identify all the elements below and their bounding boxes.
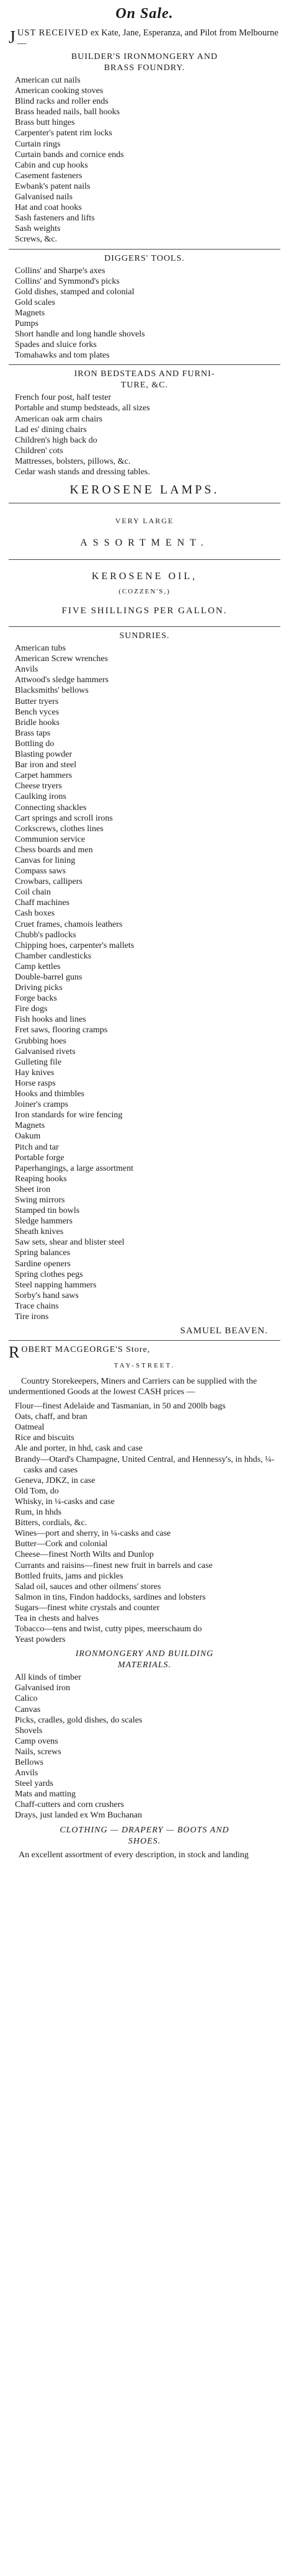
list-item: Calico: [15, 1694, 38, 1704]
list-item: Cash boxes: [15, 909, 55, 919]
list-item: Children' cots: [15, 446, 63, 456]
list-item: Ewbank's patent nails: [15, 181, 91, 191]
list-item: Chaff-cutters and corn crushers: [15, 1800, 124, 1810]
list-item: Blasting powder: [15, 750, 73, 760]
list-item: Trace chains: [15, 1301, 59, 1311]
list-item: Curtain rings: [15, 139, 61, 149]
list-item: Driving picks: [15, 983, 63, 993]
list-item: Oatmeal: [15, 1423, 45, 1433]
list-item: Sash fasteners and lifts: [15, 214, 95, 223]
divider: [9, 559, 280, 560]
builders-list: [9, 75, 280, 245]
list-item: Cart springs and scroll irons: [15, 813, 113, 823]
list-item: Camp kettles: [15, 961, 61, 971]
drop-cap: J: [9, 28, 16, 47]
assortment-label: ASSORTMENT.: [80, 538, 209, 549]
list-item: Spring clothes pegs: [15, 1269, 83, 1279]
list-item: Short handle and long handle shovels: [15, 330, 145, 340]
diggers-heading: DIGGERS' TOOLS.: [104, 253, 185, 263]
list-item: Double-barrel guns: [15, 973, 82, 982]
list-item: Grubbing hoes: [15, 1036, 66, 1046]
list-item: Cabin and cup hooks: [15, 160, 88, 170]
list-item: Salad oil, sauces and other oilmens' stores: [15, 1582, 161, 1592]
sundries-list: [9, 643, 280, 1322]
list-item: Bottled fruits, jams and pickles: [15, 1571, 123, 1581]
list-item: Currants and raisins—finest new fruit in barrels and case: [15, 1560, 213, 1570]
page-title: On Sale.: [115, 6, 174, 22]
list-item: Communion service: [15, 834, 86, 844]
list-item: Drays, just landed ex Wm Buchanan: [15, 1811, 143, 1821]
list-item: Saw sets, shear and blister steel: [15, 1238, 125, 1248]
macgeorge-intro: Country Storekeepers, Miners and Carriers can be supplied with the undermentioned Goods at the lowest CASH prices —: [9, 1377, 257, 1397]
list-item: American cooking stoves: [15, 86, 104, 96]
list-item: Sheet iron: [15, 1184, 51, 1194]
list-item: Old Tom, do: [15, 1486, 59, 1496]
list-item: All kinds of timber: [15, 1673, 81, 1683]
clothing-paragraph: An excellent assortment of every description, in stock and landing: [19, 1850, 249, 1860]
list-item: Sardine openers: [15, 1259, 71, 1269]
list-item: Stamped tin bowls: [15, 1206, 80, 1216]
bedsteads-heading: IRON BEDSTEADS AND FURNI- TURE, &C.: [74, 369, 215, 390]
list-item: Lad es' dining chairs: [15, 425, 87, 435]
divider: [9, 249, 280, 250]
kerosene-oil-heading: KEROSENE OIL,: [91, 571, 198, 582]
list-item: Sorby's hand saws: [15, 1290, 79, 1300]
list-item: Fret saws, flooring cramps: [15, 1025, 108, 1035]
list-item: Cedar wash stands and dressing tables.: [15, 467, 150, 477]
list-item: Portable and stump bedsteads, all sizes: [15, 403, 150, 413]
divider: [9, 364, 280, 365]
list-item: Mats and matting: [15, 1790, 76, 1799]
clothing-heading: CLOTHING — DRAPERY — BOOTS AND SHOES.: [60, 1825, 229, 1846]
street-label: TAY-STREET.: [113, 1362, 176, 1370]
list-item: Magnets: [15, 308, 45, 318]
list-item: Bridle hooks: [15, 718, 60, 727]
list-item: Gold scales: [15, 297, 55, 307]
list-item: Swing mirrors: [15, 1195, 65, 1205]
list-item: Pitch and tar: [15, 1142, 59, 1152]
list-item: Bench vyces: [15, 707, 60, 717]
list-item: Tire irons: [15, 1312, 49, 1322]
list-item: Galvanised rivets: [15, 1047, 76, 1056]
list-item: Hat and coat hooks: [15, 203, 82, 213]
list-item: Ale and porter, in hhd, cask and case: [15, 1444, 143, 1454]
price-line: FIVE SHILLINGS PER GALLON.: [61, 606, 228, 616]
list-item: Brass butt hinges: [15, 118, 75, 128]
list-item: Sledge hammers: [15, 1217, 73, 1227]
list-item: Picks, cradles, gold dishes, do scales: [15, 1715, 143, 1725]
list-item: Gold dishes, stamped and colonial: [15, 287, 135, 297]
list-item: Steel yards: [15, 1779, 53, 1789]
list-item: Children's high back do: [15, 435, 97, 445]
list-item: Fire dogs: [15, 1004, 48, 1014]
list-item: Chaff machines: [15, 898, 69, 908]
cozzens-label: (COZZEN'S,): [118, 588, 171, 596]
list-item: Corkscrews, clothes lines: [15, 824, 104, 834]
list-item: Bar iron and steel: [15, 760, 77, 770]
list-item: Fish hooks and lines: [15, 1015, 86, 1025]
list-item: American Screw wrenches: [15, 654, 109, 664]
list-item: Brass taps: [15, 728, 51, 738]
list-item: Screws, &c.: [15, 235, 58, 245]
list-item: Bottling do: [15, 739, 55, 749]
macgeorge-list: [9, 1401, 280, 1645]
list-item: Cheese—finest North Wilts and Dunlop: [15, 1550, 154, 1560]
list-item: Forge backs: [15, 994, 57, 1004]
list-item: American tubs: [15, 644, 66, 654]
list-item: Butter tryers: [15, 696, 59, 706]
list-item: Sugars—finest white crystals and counter: [15, 1603, 160, 1613]
list-item: Geneva, JDKZ, in case: [15, 1475, 96, 1485]
list-item: Galvanised nails: [15, 192, 73, 202]
list-item: Steel napping hammers: [15, 1280, 97, 1290]
list-item: Canvas: [15, 1705, 41, 1714]
list-item: Galvanised iron: [15, 1683, 71, 1693]
list-item: Cruet frames, chamois leathers: [15, 919, 123, 929]
list-item: Magnets: [15, 1121, 45, 1131]
list-item: Spring balances: [15, 1248, 71, 1258]
list-item: Chipping hoes, carpenter's mallets: [15, 940, 135, 950]
list-item: Hay knives: [15, 1068, 55, 1078]
list-item: Blind racks and roller ends: [15, 97, 109, 107]
list-item: Caulking irons: [15, 792, 66, 802]
list-item: Tomahawks and tom plates: [15, 351, 110, 361]
list-item: Pumps: [15, 318, 39, 328]
list-item: Sash weights: [15, 224, 61, 234]
list-item: Brass headed nails, ball hooks: [15, 107, 120, 117]
list-item: Yeast powders: [15, 1635, 66, 1645]
list-item: Sheath knives: [15, 1227, 64, 1237]
list-item: Paperhangings, a large assortment: [15, 1163, 134, 1173]
list-item: Cheese tryers: [15, 781, 62, 791]
divider: [9, 626, 280, 627]
building-list: [9, 1672, 280, 1821]
sundries-heading: SUNDRIES.: [119, 631, 170, 641]
list-item: Gulleting file: [15, 1057, 62, 1067]
list-item: Coil chain: [15, 888, 51, 898]
list-item: Butter—Cork and colonial: [15, 1539, 108, 1549]
list-item: Attwood's sledge hammers: [15, 675, 109, 685]
list-item: Hooks and thimbles: [15, 1089, 84, 1099]
list-item: Mattresses, bolsters, pillows, &c.: [15, 456, 131, 466]
list-item: Horse rasps: [15, 1078, 56, 1088]
divider: [9, 1340, 280, 1341]
list-item: Anvils: [15, 665, 38, 675]
macgeorge-store-line: ROBERT MACGEORGE'S Store,: [9, 1343, 151, 1362]
builders-heading: BUILDER'S IRONMONGERY AND BRASS FOUNDRY.: [71, 52, 218, 73]
list-item: Brandy—Otard's Champagne, United Central, and Hennessy's, in hhds, ¼-casks and cases: [15, 1454, 275, 1475]
list-item: Reaping hooks: [15, 1174, 67, 1184]
list-item: Carpenter's patent rim locks: [15, 128, 112, 138]
diggers-list: [9, 266, 280, 361]
list-item: American oak arm chairs: [15, 414, 103, 424]
list-item: Shovels: [15, 1726, 43, 1736]
list-item: American cut nails: [15, 76, 81, 85]
list-item: Tobacco—tens and twist, cutty pipes, meerschaum do: [15, 1624, 202, 1634]
list-item: Wines—port and sherry, in ¼-casks and case: [15, 1529, 171, 1539]
intro-rest: ex Kate, Jane, Esperanza, and Pilot from Melbourne —: [17, 28, 278, 48]
list-item: Curtain bands and cornice ends: [15, 150, 124, 160]
list-item: Casement fasteners: [15, 171, 82, 181]
list-item: Chubb's padlocks: [15, 930, 76, 940]
building-heading: IRONMONGERY AND BUILDING MATERIALS.: [75, 1649, 214, 1670]
list-item: Nails, screws: [15, 1747, 61, 1757]
list-item: Oats, chaff, and bran: [15, 1412, 87, 1422]
signature: SAMUEL BEAVEN.: [180, 1326, 268, 1336]
list-item: Portable forge: [15, 1153, 64, 1163]
list-item: Crowbars, callipers: [15, 877, 82, 887]
intro-paragraph: [9, 28, 280, 49]
list-item: Tea in chests and halves: [15, 1613, 99, 1623]
very-large-label: VERY LARGE: [115, 516, 174, 526]
list-item: Rice and biscuits: [15, 1433, 74, 1443]
list-item: Bellows: [15, 1758, 43, 1767]
list-item: Collins' and Symmond's picks: [15, 276, 120, 286]
list-item: Bitters, cordials, &c.: [15, 1518, 87, 1528]
list-item: Iron standards for wire fencing: [15, 1110, 123, 1120]
list-item: Compass saws: [15, 867, 66, 876]
list-item: Whisky, in ¼-casks and case: [15, 1497, 115, 1506]
list-item: Rum, in hhds: [15, 1508, 62, 1518]
list-item: Connecting shackles: [15, 803, 87, 813]
list-item: Collins' and Sharpe's axes: [15, 266, 105, 276]
list-item: Flour—finest Adelaide and Tasmanian, in 50 and 200lb bags: [15, 1402, 226, 1412]
intro-lead: UST RECEIVED: [17, 28, 89, 38]
list-item: Chess boards and men: [15, 845, 93, 855]
kerosene-lamps-heading: KEROSENE LAMPS.: [69, 483, 220, 497]
list-item: French four post, half tester: [15, 393, 112, 403]
list-item: Canvas for lining: [15, 855, 76, 865]
drop-cap: R: [9, 1343, 20, 1362]
list-item: Blacksmiths' bellows: [15, 686, 89, 696]
bedsteads-list: [9, 392, 280, 477]
list-item: Carpet hammers: [15, 771, 73, 781]
list-item: Salmon in tins, Findon haddocks, sardines and lobsters: [15, 1592, 206, 1602]
list-item: Spades and sluice forks: [15, 340, 97, 350]
list-item: Oakum: [15, 1132, 41, 1142]
list-item: Camp ovens: [15, 1736, 58, 1746]
list-item: Chamber candlesticks: [15, 951, 92, 961]
list-item: Anvils: [15, 1768, 38, 1778]
list-item: Joiner's cramps: [15, 1100, 69, 1110]
